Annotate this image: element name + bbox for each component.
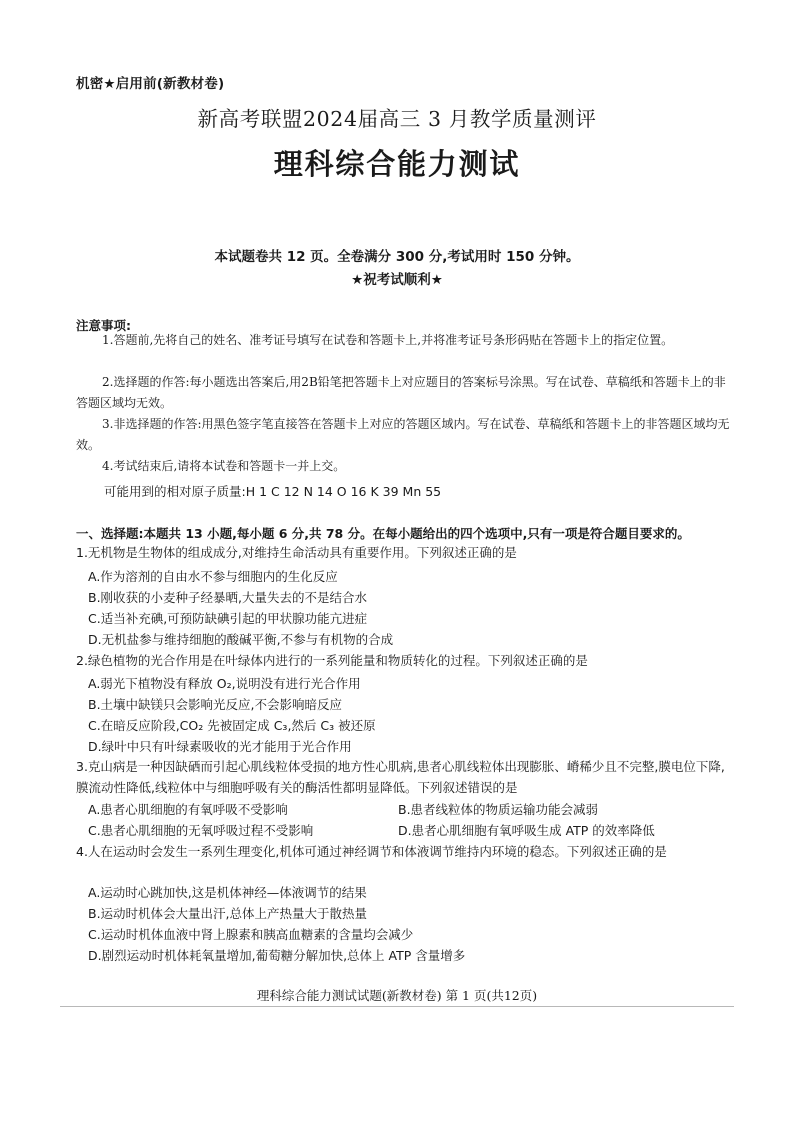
- question-1-option-b: B.刚收获的小麦种子经暴晒,大量失去的不是结合水: [88, 590, 368, 605]
- question-2-option-a: A.弱光下植物没有释放 O₂,说明没有进行光合作用: [88, 676, 361, 691]
- question-2-option-b: B.土壤中缺镁只会影响光反应,不会影响暗反应: [88, 697, 343, 712]
- question-1-option-d: D.无机盐参与维持细胞的酸碱平衡,不参与有机物的合成: [88, 632, 394, 647]
- question-2-option-c: C.在暗反应阶段,CO₂ 先被固定成 C₃,然后 C₃ 被还原: [88, 718, 376, 733]
- question-3-option-c: C.患者心肌细胞的无氧呼吸过程不受影响: [88, 823, 314, 838]
- question-1-option-c: C.适当补充碘,可预防缺碘引起的甲状腺功能亢进症: [88, 611, 368, 626]
- question-3-option-d: D.患者心肌细胞有氧呼吸生成 ATP 的效率降低: [398, 823, 655, 838]
- question-1-option-a: A.作为溶剂的自由水不参与细胞内的生化反应: [88, 569, 338, 584]
- secret-label: 机密★启用前(新教材卷): [76, 76, 225, 92]
- notice-item-1: 1.答题前,先将自己的姓名、准考证号填写在试卷和答题卡上,并将准考证号条形码贴在答题卡上的指定位置。: [102, 333, 674, 347]
- exam-subject-title: 理科综合能力测试: [273, 147, 521, 181]
- footer-divider: [60, 1006, 734, 1007]
- question-4-option-b: B.运动时机体会大量出汗,总体上产热量大于散热量: [88, 906, 368, 921]
- notice-item-4: 4.考试结束后,请将本试卷和答题卡一并上交。: [102, 459, 346, 473]
- page-footer: 理科综合能力测试试题(新教材卷) 第 1 页(共12页): [256, 988, 538, 1003]
- notice-title: 注意事项:: [76, 318, 131, 333]
- question-4-stem: 4.人在运动时会发生一系列生理变化,机体可通过神经调节和体液调节维持内环境的稳态。下列叙述正确的是: [76, 844, 667, 859]
- question-1-stem: 1.无机物是生物体的组成成分,对维持生命活动具有重要作用。下列叙述正确的是: [76, 545, 517, 560]
- question-3-stem: 3.克山病是一种因缺硒而引起心肌线粒体受损的地方性心肌病,患者心肌线粒体出现膨胀、嵴稀少且不完整,膜电位下降,膜流动性降低,线粒体中与细胞呼吸有关的酶活性都明显降低。下列叙述错误的是: [76, 759, 725, 795]
- notice-item-2: 2.选择题的作答:每小题选出答案后,用2B铅笔把答题卡上对应题目的答案标号涂黑。写在试卷、草稿纸和答题卡上的非答题区域均无效。: [76, 375, 726, 410]
- notice-item-3: 3.非选择题的作答:用黑色签字笔直接答在答题卡上对应的答题区域内。写在试卷、草稿纸和答题卡上的非答题区域均无效。: [76, 417, 730, 452]
- section-heading: 一、选择题:本题共 13 小题,每小题 6 分,共 78 分。在每小题给出的四个选项中,只有一项是符合题目要求的。: [76, 526, 690, 541]
- question-2-option-d: D.绿叶中只有叶绿素吸收的光才能用于光合作用: [88, 739, 352, 754]
- question-4-option-c: C.运动时机体血液中肾上腺素和胰高血糖素的含量均会减少: [88, 927, 414, 942]
- exam-series-title: 新高考联盟2024届高三 3 月教学质量测评: [197, 107, 597, 131]
- good-luck-line: ★祝考试顺利★: [351, 272, 443, 288]
- atomic-masses: 可能用到的相对原子质量:H 1 C 12 N 14 O 16 K 39 Mn 55: [104, 484, 442, 499]
- question-3-option-b: B.患者线粒体的物质运输功能会减弱: [398, 802, 599, 817]
- exam-info: 本试题卷共 12 页。全卷满分 300 分,考试用时 150 分钟。: [214, 249, 580, 265]
- question-4-option-d: D.剧烈运动时机体耗氧量增加,葡萄糖分解加快,总体上 ATP 含量增多: [88, 948, 466, 963]
- question-4-option-a: A.运动时心跳加快,这是机体神经—体液调节的结果: [88, 885, 367, 900]
- question-2-stem: 2.绿色植物的光合作用是在叶绿体内进行的一系列能量和物质转化的过程。下列叙述正确的是: [76, 653, 588, 668]
- question-3-option-a: A.患者心肌细胞的有氧呼吸不受影响: [88, 802, 288, 817]
